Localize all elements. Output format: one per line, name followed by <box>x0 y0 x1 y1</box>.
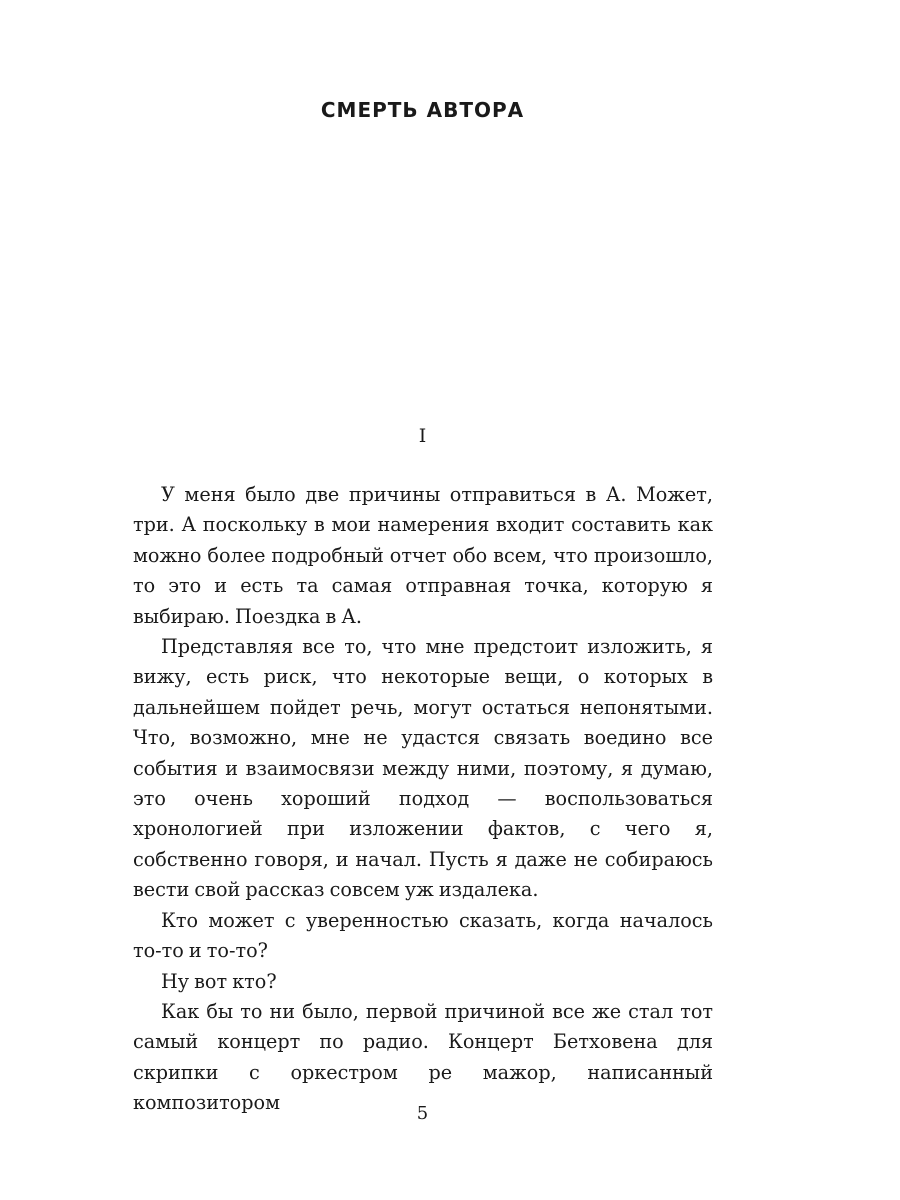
body-text <box>133 480 713 1119</box>
paragraph: Как бы то ни было, первой причиной все же стал тот самый концерт по радио. Концерт Бетховена для скрипки с оркестром ре мажор, написанный композитором <box>133 999 713 1115</box>
section-number: I <box>418 425 427 447</box>
chapter-title: СМЕРТЬ АВТОРА <box>320 98 525 122</box>
paragraph: Представляя все то, что мне предстоит изложить, я вижу, есть риск, что некоторые вещи, о которых в дальнейшем пойдет речь, могут остаться непонятыми. Что, возможно, мне не удастся связать воедино все события и взаимосвязи между ними, поэтому, я думаю, это очень хороший подход — воспользоваться хронологией при изложении фактов, с чего я, собственно говоря, и начал. Пусть я даже не собираюсь вести свой рассказ совсем уж издалека. <box>133 635 713 902</box>
paragraph: У меня было две причины отправиться в А. Может, три. А поскольку в мои намерения входит составить как можно более подробный отчет обо всем, что произошло, то это и есть та самая отправная точка, которую я выбираю. Поездка в А. <box>133 483 713 628</box>
paragraph: Ну вот кто? <box>161 969 277 993</box>
paragraph: Кто может с уверенностью сказать, когда началось то-то и то-то? <box>133 908 713 963</box>
page-number: 5 <box>416 1103 429 1124</box>
